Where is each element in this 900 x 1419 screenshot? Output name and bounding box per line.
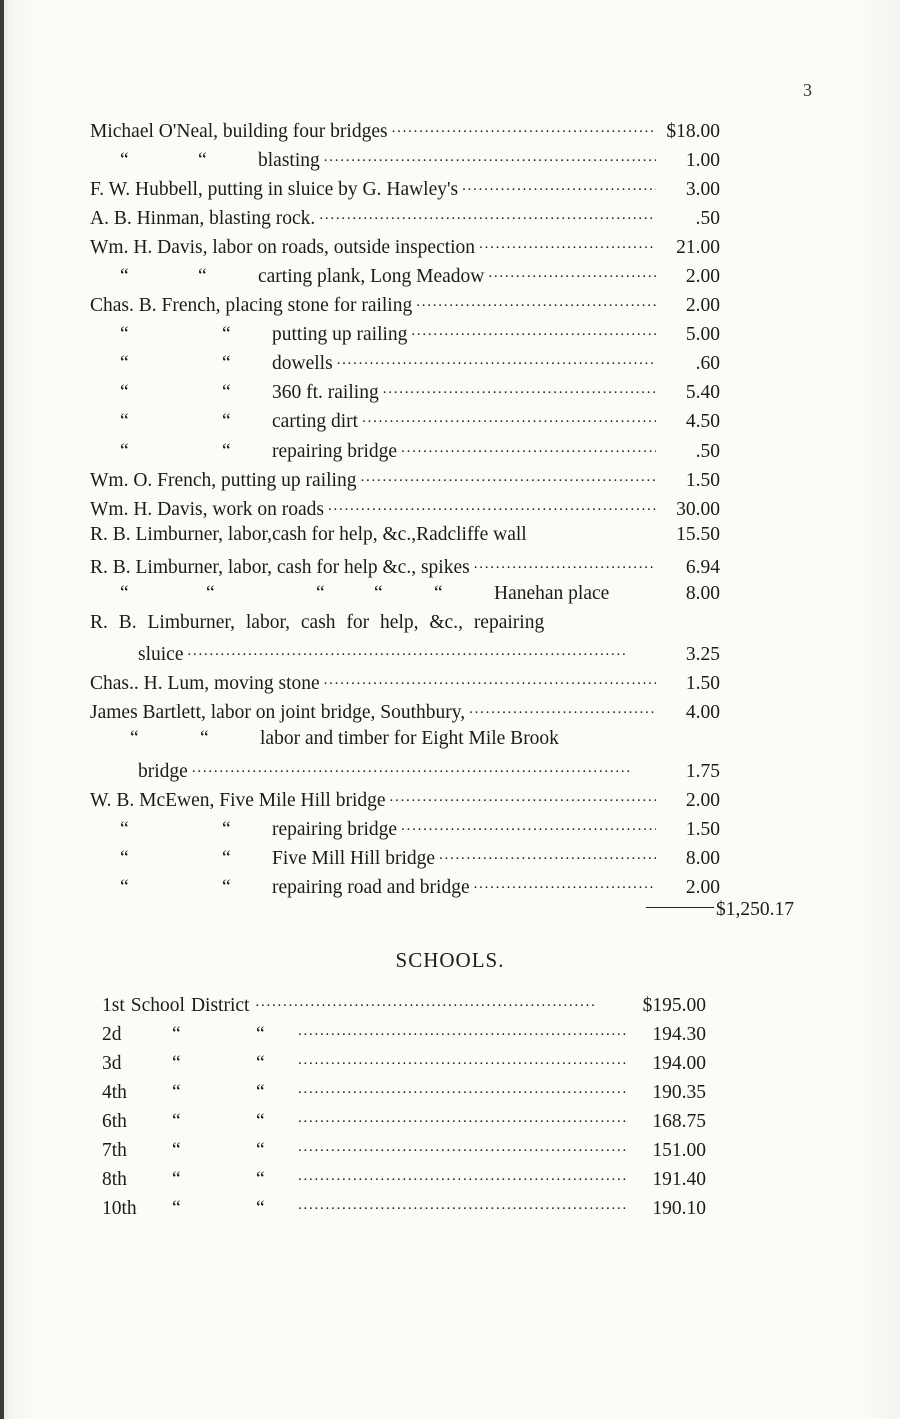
ditto-mark: “ (374, 582, 383, 604)
ledger-row (90, 844, 720, 873)
ledger-row-description (90, 583, 609, 605)
district-label: “ (256, 1023, 265, 1045)
school-label: “ (172, 1081, 181, 1103)
ledger-row (90, 466, 720, 495)
ledger-row (90, 233, 720, 262)
ledger-row (90, 699, 720, 728)
ditto-mark: “ (120, 582, 129, 604)
ditto-mark: “ (130, 727, 139, 749)
ledger-row-description (90, 441, 397, 463)
ledger-row (90, 437, 720, 466)
ditto-mark: “ (120, 149, 129, 171)
ditto-mark: “ (200, 727, 209, 749)
dot-leader (392, 117, 656, 137)
bridge-expense-ledger (90, 117, 720, 903)
dot-leader (383, 379, 656, 399)
item-text: carting plank, Long Meadow (258, 265, 485, 287)
ledger-row (90, 873, 720, 902)
item-text: Michael O'Neal, building four bridges (90, 120, 388, 142)
ledger-row-amount: 6.94 (685, 556, 720, 578)
ledger-row (90, 408, 720, 437)
school-row (90, 1020, 706, 1049)
school-amount: 190.10 (652, 1197, 706, 1219)
dot-leader (298, 1020, 628, 1040)
ledger-row-description (90, 121, 388, 143)
dot-leader (187, 641, 656, 661)
ledger-row-amount: 4.00 (685, 702, 720, 724)
school-amount: 191.40 (652, 1168, 706, 1190)
item-text: bridge (138, 760, 188, 782)
dot-leader (298, 1107, 628, 1127)
ledger-row-amount: 5.40 (685, 382, 720, 404)
school-district-ordinal: 4th (102, 1081, 127, 1103)
school-district-ordinal: 6th (102, 1110, 127, 1132)
item-text: Chas. B. French, placing stone for railing (90, 295, 413, 317)
ledger-row-amount: 2.00 (685, 295, 720, 317)
ledger-row-amount: 1.00 (685, 149, 720, 171)
ledger-row-description (90, 353, 333, 375)
ditto-mark: “ (120, 265, 129, 287)
item-text: Wm. H. Davis, work on roads (90, 498, 324, 520)
dot-leader (298, 1165, 628, 1185)
dot-leader (416, 292, 656, 312)
dot-leader (488, 262, 656, 282)
ledger-row-description (90, 673, 320, 695)
school-row (90, 1078, 706, 1107)
school-row (90, 1107, 706, 1136)
item-text: R. B. Limburner, labor, cash for help, &c., repairing (90, 611, 545, 633)
item-text: blasting (258, 149, 320, 171)
ledger-row (90, 786, 720, 815)
item-text: dowells (272, 353, 333, 375)
dot-leader (192, 757, 656, 777)
ditto-mark: “ (120, 847, 129, 869)
ledger-row-description (90, 644, 183, 666)
ledger-row (90, 262, 720, 291)
ledger-row-description (90, 411, 358, 433)
item-text: R. B. Limburner, labor,cash for help, &c.,Radcliffe wall (90, 524, 527, 546)
ledger-row-description (90, 266, 484, 288)
ledger-row (90, 175, 720, 204)
dot-leader (462, 175, 656, 195)
ditto-mark: “ (120, 382, 129, 404)
ledger-row-amount: 4.50 (685, 411, 720, 433)
school-row (90, 1194, 706, 1223)
district-label: “ (256, 1168, 265, 1190)
ledger-row-description (90, 150, 320, 172)
binding-edge (0, 0, 4, 1419)
ditto-mark: “ (120, 353, 129, 375)
school-district-ordinal: 8th (102, 1168, 127, 1190)
district-label: District (190, 994, 250, 1016)
ditto-mark: “ (222, 440, 231, 462)
ledger-row-amount: 1.50 (685, 673, 720, 695)
dot-leader (298, 1049, 628, 1069)
ledger-row-description (90, 295, 412, 317)
ditto-mark: “ (120, 411, 129, 433)
item-text: sluice (138, 644, 184, 666)
ledger-row-amount: .50 (695, 207, 720, 229)
ledger-row-amount: 1.75 (685, 760, 720, 782)
item-text: James Bartlett, labor on joint bridge, Southbury, (90, 702, 466, 724)
ledger-row-description (90, 524, 527, 546)
ditto-mark: “ (222, 353, 231, 375)
item-text: 360 ft. railing (272, 382, 379, 404)
school-district-ordinal: 1st (102, 994, 125, 1016)
ledger-row-description (90, 877, 470, 899)
dot-leader (324, 146, 656, 166)
item-text: repairing bridge (272, 818, 398, 840)
item-text: labor and timber for Eight Mile Brook (260, 727, 559, 749)
ledger-row-description (90, 848, 435, 870)
ledger-row-amount: 3.00 (685, 178, 720, 200)
dot-leader (362, 408, 656, 428)
dot-leader (469, 699, 656, 719)
school-district-ordinal: 2d (102, 1023, 122, 1045)
ledger-row (90, 815, 720, 844)
ditto-mark: “ (120, 818, 129, 840)
ledger-row-description (90, 761, 188, 783)
ledger-row-description (90, 382, 379, 404)
ledger-row (90, 379, 720, 408)
school-row (90, 1049, 706, 1078)
school-amount: 194.00 (652, 1052, 706, 1074)
ledger-row-amount: $18.00 (666, 120, 720, 142)
school-row (90, 991, 706, 1020)
ledger-row (90, 553, 720, 582)
ledger-row (90, 670, 720, 699)
ledger-total (646, 899, 794, 921)
dot-leader (298, 1078, 628, 1098)
ditto-mark: “ (222, 382, 231, 404)
schools-ledger (90, 991, 706, 1223)
ditto-mark: “ (316, 582, 325, 604)
ledger-row-description (90, 499, 324, 521)
school-district-ordinal: 7th (102, 1139, 127, 1161)
dot-leader (390, 786, 656, 806)
item-text: Five Mill Hill bridge (272, 847, 436, 869)
ledger-row-amount: .50 (695, 440, 720, 462)
school-label: “ (172, 1052, 181, 1074)
ledger-row (90, 757, 720, 786)
ledger-row (90, 321, 720, 350)
ledger-row-amount: 8.00 (685, 847, 720, 869)
item-text: putting up railing (272, 324, 408, 346)
ditto-mark: “ (120, 324, 129, 346)
item-text: F. W. Hubbell, putting in sluice by G. Hawley's (90, 178, 459, 200)
dot-leader (439, 844, 656, 864)
ditto-mark: “ (222, 324, 231, 346)
district-label: “ (256, 1139, 265, 1161)
item-text: carting dirt (272, 411, 359, 433)
ledger-row-amount: 3.25 (685, 644, 720, 666)
item-text: Wm. O. French, putting up railing (90, 469, 357, 491)
ledger-row-amount: 1.50 (685, 818, 720, 840)
ledger-row-description (90, 728, 559, 750)
ledger-row-description (90, 470, 356, 492)
school-label: “ (172, 1168, 181, 1190)
school-amount: 194.30 (652, 1023, 706, 1045)
ledger-row (90, 292, 720, 321)
ledger-row-description (90, 208, 315, 230)
dot-leader (298, 1194, 628, 1214)
item-text: W. B. McEwen, Five Mile Hill bridge (90, 789, 386, 811)
item-text: repairing road and bridge (272, 876, 470, 898)
dot-leader (411, 321, 656, 341)
school-amount: $195.00 (642, 994, 706, 1016)
school-amount: 190.35 (652, 1081, 706, 1103)
school-district-ordinal: 10th (102, 1197, 137, 1219)
school-amount: 168.75 (652, 1110, 706, 1132)
ledger-row-amount: 2.00 (685, 876, 720, 898)
dot-leader (298, 1136, 628, 1156)
school-label: “ (172, 1110, 181, 1132)
ditto-mark: “ (206, 582, 215, 604)
ledger-row-description (90, 324, 407, 346)
district-label: “ (256, 1197, 265, 1219)
dot-leader (337, 350, 656, 370)
ledger-row-description (90, 557, 470, 579)
page-number: 3 (803, 80, 812, 100)
item-text: repairing bridge (272, 440, 398, 462)
school-district-ordinal: 3d (102, 1052, 122, 1074)
ledger-row (90, 117, 720, 146)
ditto-mark: “ (222, 847, 231, 869)
ledger-row (90, 641, 720, 670)
ledger-row (90, 495, 720, 524)
item-text: Wm. H. Davis, labor on roads, outside inspection (90, 236, 476, 258)
dot-leader (401, 815, 656, 835)
ledger-row-amount: 1.50 (685, 469, 720, 491)
total-rule (646, 907, 714, 908)
ledger-row-description (90, 790, 386, 812)
item-text: Hanehan place (494, 582, 610, 604)
dot-leader (328, 495, 656, 515)
dot-leader (324, 670, 656, 690)
item-text: R. B. Limburner, labor, cash for help &c., spikes (90, 556, 470, 578)
ditto-mark: “ (222, 876, 231, 898)
ledger-row (90, 524, 720, 553)
ledger-total-amount: $1,250.17 (716, 899, 794, 920)
ditto-mark: “ (198, 265, 207, 287)
ledger-row-amount: 21.00 (676, 236, 720, 258)
ledger-row-amount: 8.00 (685, 582, 720, 604)
school-label: “ (172, 1023, 181, 1045)
dot-leader (474, 873, 656, 893)
school-label: “ (172, 1139, 181, 1161)
ledger-row (90, 728, 720, 757)
item-text: A. B. Hinman, blasting rock. (90, 207, 316, 229)
school-amount: 151.00 (652, 1139, 706, 1161)
district-label: “ (256, 1052, 265, 1074)
ledger-row-amount: 30.00 (676, 498, 720, 520)
ditto-mark: “ (198, 149, 207, 171)
item-text: Chas.. H. Lum, moving stone (90, 673, 320, 695)
ditto-mark: “ (222, 411, 231, 433)
ditto-mark: “ (222, 818, 231, 840)
ledger-row-amount: 2.00 (685, 789, 720, 811)
ledger-row (90, 350, 720, 379)
ledger-row-amount: 2.00 (685, 265, 720, 287)
ditto-mark: “ (120, 876, 129, 898)
ledger-row-description (90, 179, 458, 201)
ledger-row-amount: 15.50 (676, 524, 720, 546)
school-label: School (130, 994, 185, 1016)
ditto-mark: “ (120, 440, 129, 462)
ditto-mark: “ (434, 582, 443, 604)
ledger-row-description (90, 237, 475, 259)
ledger-row-description (90, 819, 397, 841)
dot-leader (360, 466, 656, 486)
ledger-row-description (90, 612, 544, 634)
ledger-row (90, 612, 720, 641)
ledger-row (90, 583, 720, 612)
ledger-row (90, 146, 720, 175)
dot-leader (401, 437, 656, 457)
ledger-row-amount: 5.00 (685, 324, 720, 346)
schools-heading: SCHOOLS. (395, 948, 505, 972)
school-label: “ (172, 1197, 181, 1219)
school-row (90, 1136, 706, 1165)
school-row (90, 1165, 706, 1194)
district-label: “ (256, 1081, 265, 1103)
dot-leader (255, 991, 628, 1011)
dot-leader (474, 553, 656, 573)
ledger-row-amount: .60 (695, 353, 720, 375)
dot-leader (479, 233, 656, 253)
district-label: “ (256, 1110, 265, 1132)
ledger-row-description (90, 702, 465, 724)
dot-leader (319, 204, 656, 224)
ledger-row (90, 204, 720, 233)
